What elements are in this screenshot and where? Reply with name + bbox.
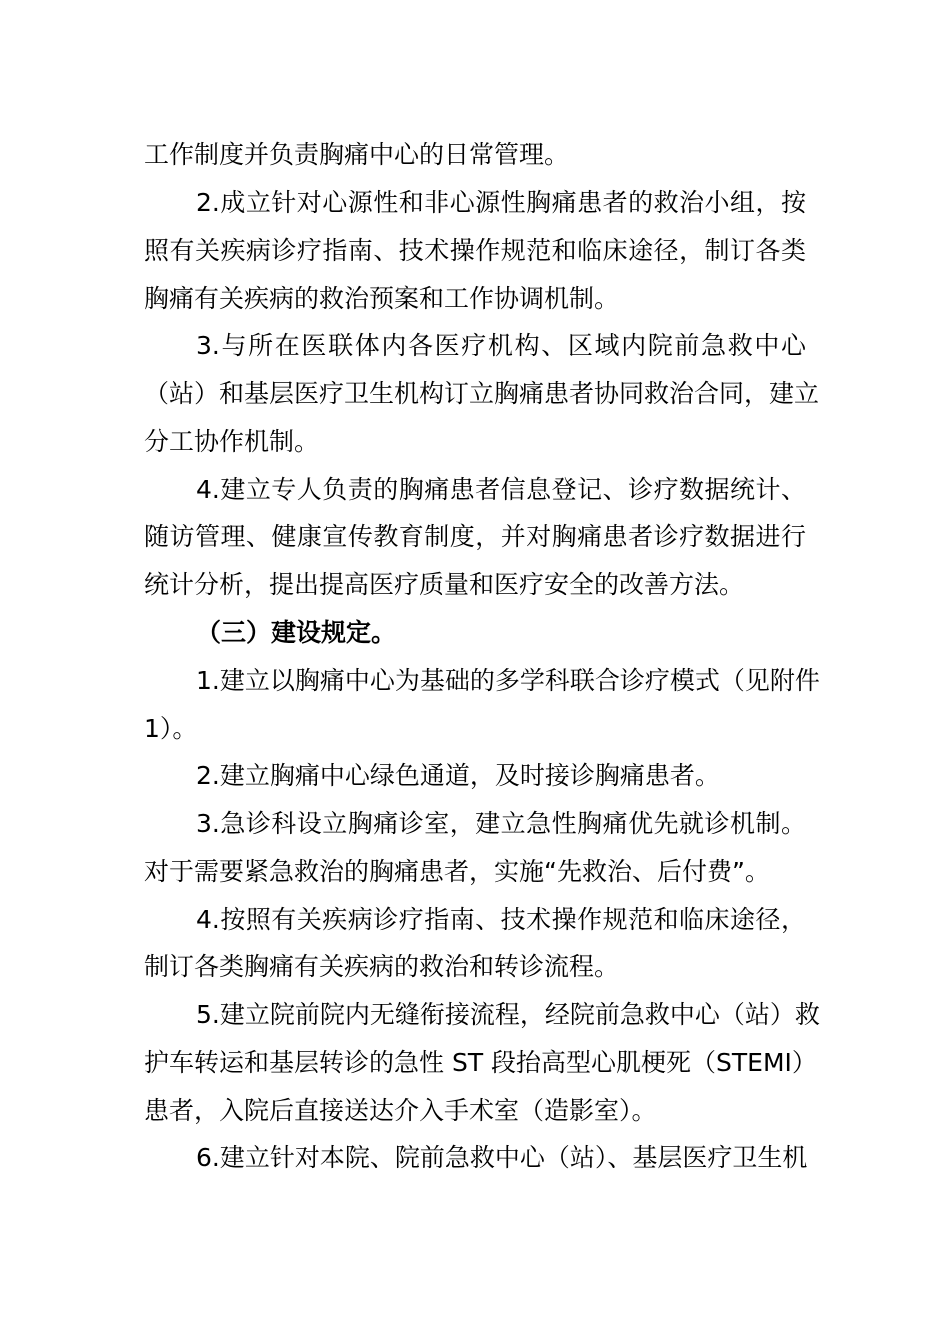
line-text: 随访管理、健康宣传教育制度，并对胸痛患者诊疗数据进行	[144, 522, 806, 551]
line-text: 照有关疾病诊疗指南、技术操作规范和临床途径，制订各类	[144, 236, 806, 265]
text-line	[0, 561, 950, 609]
line-text: 5.建立院前院内无缝衔接流程，经院前急救中心（站）救	[196, 1000, 820, 1029]
line-text: 1）。	[144, 714, 198, 743]
line-text: 6.建立针对本院、院前急救中心（站）、基层医疗卫生机	[196, 1143, 808, 1172]
line-text: 统计分析，提出提高医疗质量和医疗安全的改善方法。	[144, 570, 745, 599]
text-line	[0, 275, 950, 323]
line-text: 工作制度并负责胸痛中心的日常管理。	[144, 140, 570, 169]
line-text: 3.急诊科设立胸痛诊室，建立急性胸痛优先就诊机制。	[196, 809, 806, 838]
text-line	[0, 370, 950, 418]
line-text: （站）和基层医疗卫生机构订立胸痛患者协同救治合同，建立	[144, 379, 820, 408]
text-line	[0, 705, 950, 753]
line-text: 2.成立针对心源性和非心源性胸痛患者的救治小组，按	[196, 188, 806, 217]
text-line	[0, 179, 950, 227]
line-text: 患者，入院后直接送达介入手术室（造影室）。	[144, 1096, 657, 1125]
text-line	[0, 848, 950, 896]
line-text: 3.与所在医联体内各医疗机构、区域内院前急救中心	[196, 331, 806, 360]
text-line	[0, 1039, 950, 1087]
line-text: 4.建立专人负责的胸痛患者信息登记、诊疗数据统计、	[196, 475, 806, 504]
text-line	[0, 513, 950, 561]
text-line	[0, 752, 950, 800]
line-text: 护车转运和基层转诊的急性 ST 段抬高型心肌梗死（STEMI）	[144, 1048, 817, 1077]
line-text: 2.建立胸痛中心绿色通道，及时接诊胸痛患者。	[196, 761, 720, 790]
text-line	[0, 322, 950, 370]
text-line	[0, 466, 950, 514]
line-text: 1.建立以胸痛中心为基础的多学科联合诊疗模式（见附件	[196, 666, 820, 695]
text-line	[0, 800, 950, 848]
section-heading	[0, 609, 950, 657]
text-line	[0, 227, 950, 275]
line-text: 对于需要紧急救治的胸痛患者，实施“先救治、后付费”。	[144, 857, 770, 886]
text-line	[0, 131, 950, 179]
text-line	[0, 1134, 950, 1182]
text-line	[0, 418, 950, 466]
line-text: 4.按照有关疾病诊疗指南、技术操作规范和临床途径，	[196, 905, 806, 934]
section-heading-text: （三）建设规定。	[196, 618, 397, 647]
text-line	[0, 657, 950, 705]
line-text: 制订各类胸痛有关疾病的救治和转诊流程。	[144, 952, 620, 981]
text-line	[0, 896, 950, 944]
line-text: 分工协作机制。	[144, 427, 320, 456]
text-line	[0, 1087, 950, 1135]
text-line	[0, 943, 950, 991]
text-line	[0, 991, 950, 1039]
line-text: 胸痛有关疾病的救治预案和工作协调机制。	[144, 284, 620, 313]
